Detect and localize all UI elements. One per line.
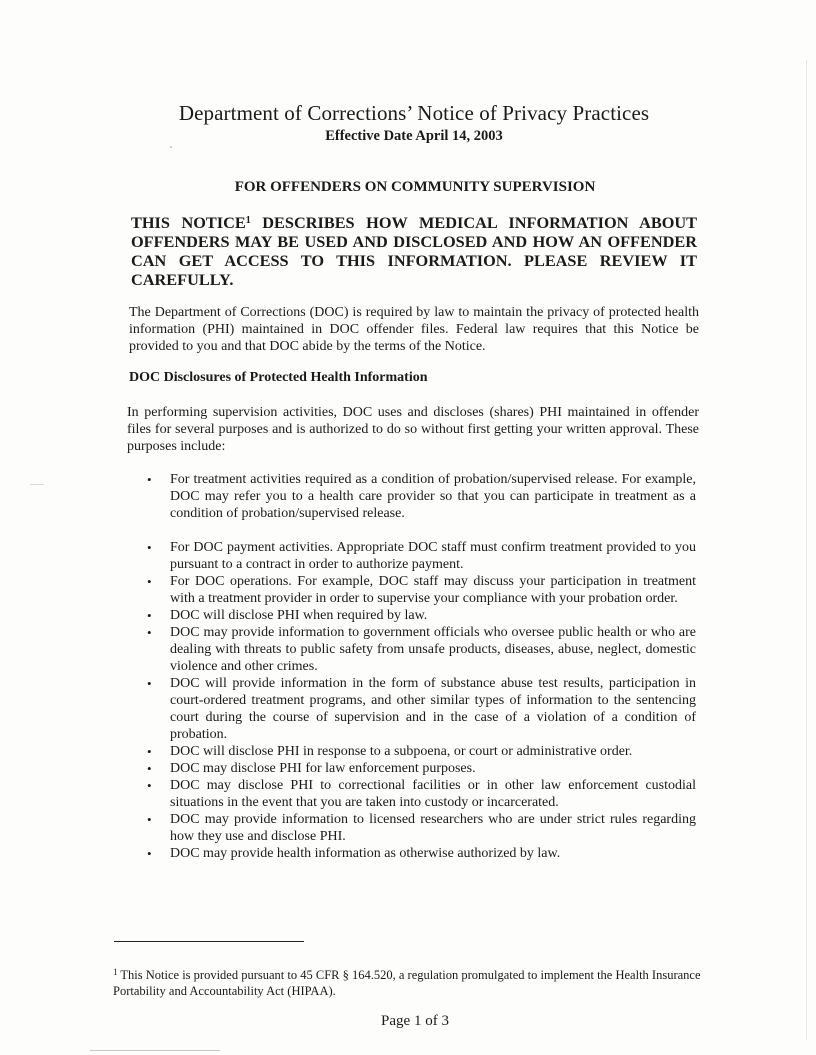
disclosure-list: [140, 471, 696, 862]
list-item-text: DOC may provide information to licensed researchers who are under strict rules regarding how they use and disclose PHI.: [170, 812, 696, 844]
list-item-text: For DOC operations. For example, DOC staff may discuss your participation in treatment with a treatment provider in order to supervise your compliance with your probation order.: [170, 574, 696, 606]
bullet-icon: •: [147, 812, 152, 827]
page-number: Page 1 of 3: [381, 1013, 449, 1029]
effective-date: Effective Date April 14, 2003: [325, 128, 503, 144]
bullet-icon: •: [147, 472, 152, 487]
bullet-icon: •: [147, 676, 152, 691]
bullet-icon: •: [147, 846, 152, 861]
notice-statement: [131, 213, 697, 289]
list-item: [140, 811, 696, 845]
notice-rest: DESCRIBES HOW MEDICAL INFORMATION ABOUT OFFENDERS MAY BE USED AND DISCLOSED AND HOW AN OFFENDER CAN GET ACCESS TO THIS INFORMATION. PLEASE REVIEW IT CAREFULLY.: [131, 213, 697, 289]
footnote: [113, 967, 713, 999]
footnote-number: 1: [113, 967, 118, 977]
bullet-icon: •: [147, 540, 152, 555]
scan-speck: [90, 1050, 220, 1051]
bullet-icon: •: [147, 574, 152, 589]
bullet-icon: •: [147, 744, 152, 759]
list-item-text: DOC will disclose PHI in response to a subpoena, or court or administrative order.: [170, 744, 633, 759]
list-item: [140, 845, 696, 862]
footnote-divider: [114, 941, 304, 942]
list-item-text: DOC will disclose PHI when required by law.: [170, 608, 428, 623]
list-item-text: DOC may disclose PHI for law enforcement purposes.: [170, 761, 476, 776]
list-item: [140, 471, 696, 522]
scan-speck: [806, 60, 807, 1040]
bullet-icon: •: [147, 625, 152, 640]
bullet-icon: •: [147, 761, 152, 776]
notice-lead: THIS NOTICE: [131, 213, 246, 232]
audience-heading: FOR OFFENDERS ON COMMUNITY SUPERVISION: [234, 179, 596, 195]
scan-speck: [30, 484, 44, 485]
list-item: [140, 760, 696, 777]
list-item-text: For DOC payment activities. Appropriate DOC staff must confirm treatment provided to you pursuant to a contract in order to authorize payment.: [170, 540, 696, 572]
intro-paragraph: The Department of Corrections (DOC) is required by law to maintain the privacy of protected health information (PHI) maintained in DOC offender files. Federal law requires that this Notice be provided to you and that DOC abide by the terms of the Notice.: [129, 305, 699, 354]
list-item: [140, 743, 696, 760]
list-item-text: DOC may provide information to government officials who oversee public health or who are dealing with threats to public safety from unsafe products, diseases, abuse, neglect, domestic violence and other crimes.: [170, 625, 696, 674]
footnote-reference: 1: [245, 215, 251, 226]
list-item: [140, 573, 696, 607]
list-item-text: DOC will provide information in the form of substance abuse test results, participation in court-ordered treatment programs, and other similar types of information to the sentencing court during the course of supervision and in the case of a violation of a condition of probation.: [170, 676, 696, 742]
list-item: [140, 624, 696, 675]
list-item: [140, 539, 696, 573]
document-title: Department of Corrections’ Notice of Privacy Practices: [178, 101, 650, 125]
section-paragraph: In performing supervision activities, DOC uses and discloses (shares) PHI maintained in offender files for several purposes and is authorized to do so without first getting your written approval. These purposes include:: [127, 405, 699, 454]
list-item: [140, 607, 696, 624]
list-item-text: DOC may provide health information as otherwise authorized by law.: [170, 846, 561, 861]
scan-speck: [170, 146, 172, 148]
footnote-text: This Notice is provided pursuant to 45 CFR § 164.520, a regulation promulgated to implement the Health Insurance Portability and Accountability Act (HIPAA).: [113, 968, 701, 998]
bullet-icon: •: [147, 608, 152, 623]
bullet-icon: •: [147, 778, 152, 793]
list-item: [140, 777, 696, 811]
section-heading: DOC Disclosures of Protected Health Information: [129, 370, 428, 385]
list-item-text: For treatment activities required as a condition of probation/supervised release. For example, DOC may refer you to a health care provider so that you can participate in treatment as a condition of probation/supervised release.: [170, 472, 696, 521]
list-item: [140, 675, 696, 743]
list-item-text: DOC may disclose PHI to correctional facilities or in other law enforcement custodial situations in the event that you are taken into custody or incarcerated.: [170, 778, 696, 810]
